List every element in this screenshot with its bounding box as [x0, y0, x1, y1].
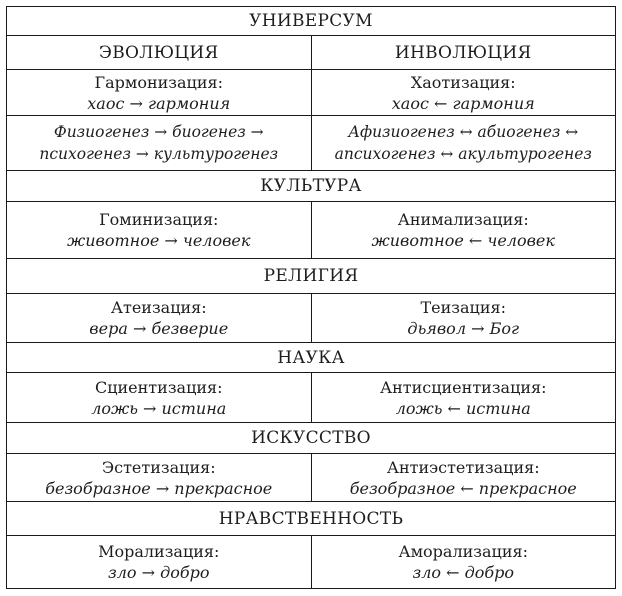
- section-row-art: [7, 423, 616, 454]
- process-title: Морализация:: [98, 542, 220, 561]
- column-header-evolution: ЭВОЛЮЦИЯ: [7, 36, 312, 70]
- cell-atheization: [7, 294, 312, 343]
- row-genesis-chain: [7, 116, 616, 171]
- cell-antiscientization: [311, 373, 616, 423]
- process-title: Гармонизация:: [94, 72, 223, 92]
- row-harmonization: [7, 70, 616, 116]
- column-header-involution: ИНВОЛЮЦИЯ: [311, 36, 616, 70]
- process-formula: животное → человек: [67, 231, 251, 250]
- process-formula: безобразное ← прекрасное: [349, 478, 577, 498]
- cell-antiaesthetization: [311, 454, 616, 502]
- row-atheization: [7, 294, 616, 343]
- process-formula: ложь ← истина: [395, 398, 531, 418]
- row-scientization: [7, 373, 616, 423]
- section-header-science: НАУКА: [7, 343, 616, 373]
- row-hominization: [7, 202, 616, 259]
- section-header-universum: УНИВЕРСУМ: [7, 7, 616, 36]
- process-title: Эстетизация:: [101, 457, 216, 477]
- cell-hominization: [7, 202, 312, 259]
- row-aesthetization: [7, 454, 616, 502]
- cell-aphysiogenesis-chain: [311, 116, 616, 171]
- section-header-religion: РЕЛИГИЯ: [7, 259, 616, 294]
- chain-line-2: апсихогенез ↔ акультурогенез: [334, 145, 592, 163]
- process-title: Атеизация:: [110, 298, 207, 317]
- cell-chaotization: [311, 70, 616, 116]
- cell-animalization: [311, 202, 616, 259]
- cell-theization: [311, 294, 616, 343]
- process-formula: зло ← добро: [412, 563, 515, 582]
- process-formula: хаос → гармония: [87, 93, 231, 113]
- process-formula: животное ← человек: [371, 231, 555, 250]
- chain-line-1: Афизиогенез ↔ абиогенез ↔: [348, 123, 579, 141]
- process-title: Хаотизация:: [410, 72, 516, 92]
- chain-line-2: психогенез → культурогенез: [39, 145, 279, 163]
- section-row-culture: [7, 171, 616, 202]
- process-formula: хаос ← гармония: [391, 93, 535, 113]
- typology-table: [6, 6, 616, 589]
- cell-amoralization: [311, 536, 616, 589]
- section-header-morality: НРАВСТВЕННОСТЬ: [7, 502, 616, 536]
- process-title: Теизация:: [420, 298, 506, 317]
- cell-physiogenesis-chain: [7, 116, 312, 171]
- section-row-religion: [7, 259, 616, 294]
- process-title: Сциентизация:: [94, 377, 223, 397]
- process-formula: вера → безверие: [89, 319, 229, 338]
- chain-line-1: Физиогенез → биогенез →: [53, 123, 264, 141]
- process-title: Антиэстетизация:: [386, 457, 540, 477]
- process-title: Анимализация:: [397, 210, 529, 229]
- cell-harmonization: [7, 70, 312, 116]
- section-row-morality: [7, 502, 616, 536]
- cell-aesthetization: [7, 454, 312, 502]
- process-formula: безобразное → прекрасное: [45, 478, 273, 498]
- section-row-universum: [7, 7, 616, 36]
- process-title: Антисциентизация:: [379, 377, 547, 397]
- process-title: Аморализация:: [398, 542, 528, 561]
- cell-scientization: [7, 373, 312, 423]
- process-formula: зло → добро: [107, 563, 210, 582]
- column-header-row: [7, 36, 616, 70]
- row-moralization: [7, 536, 616, 589]
- section-header-culture: КУЛЬТУРА: [7, 171, 616, 202]
- process-title: Гоминизация:: [99, 210, 219, 229]
- process-formula: дьявол → Бог: [407, 319, 520, 338]
- section-row-science: [7, 343, 616, 373]
- process-formula: ложь → истина: [91, 398, 227, 418]
- section-header-art: ИСКУССТВО: [7, 423, 616, 454]
- cell-moralization: [7, 536, 312, 589]
